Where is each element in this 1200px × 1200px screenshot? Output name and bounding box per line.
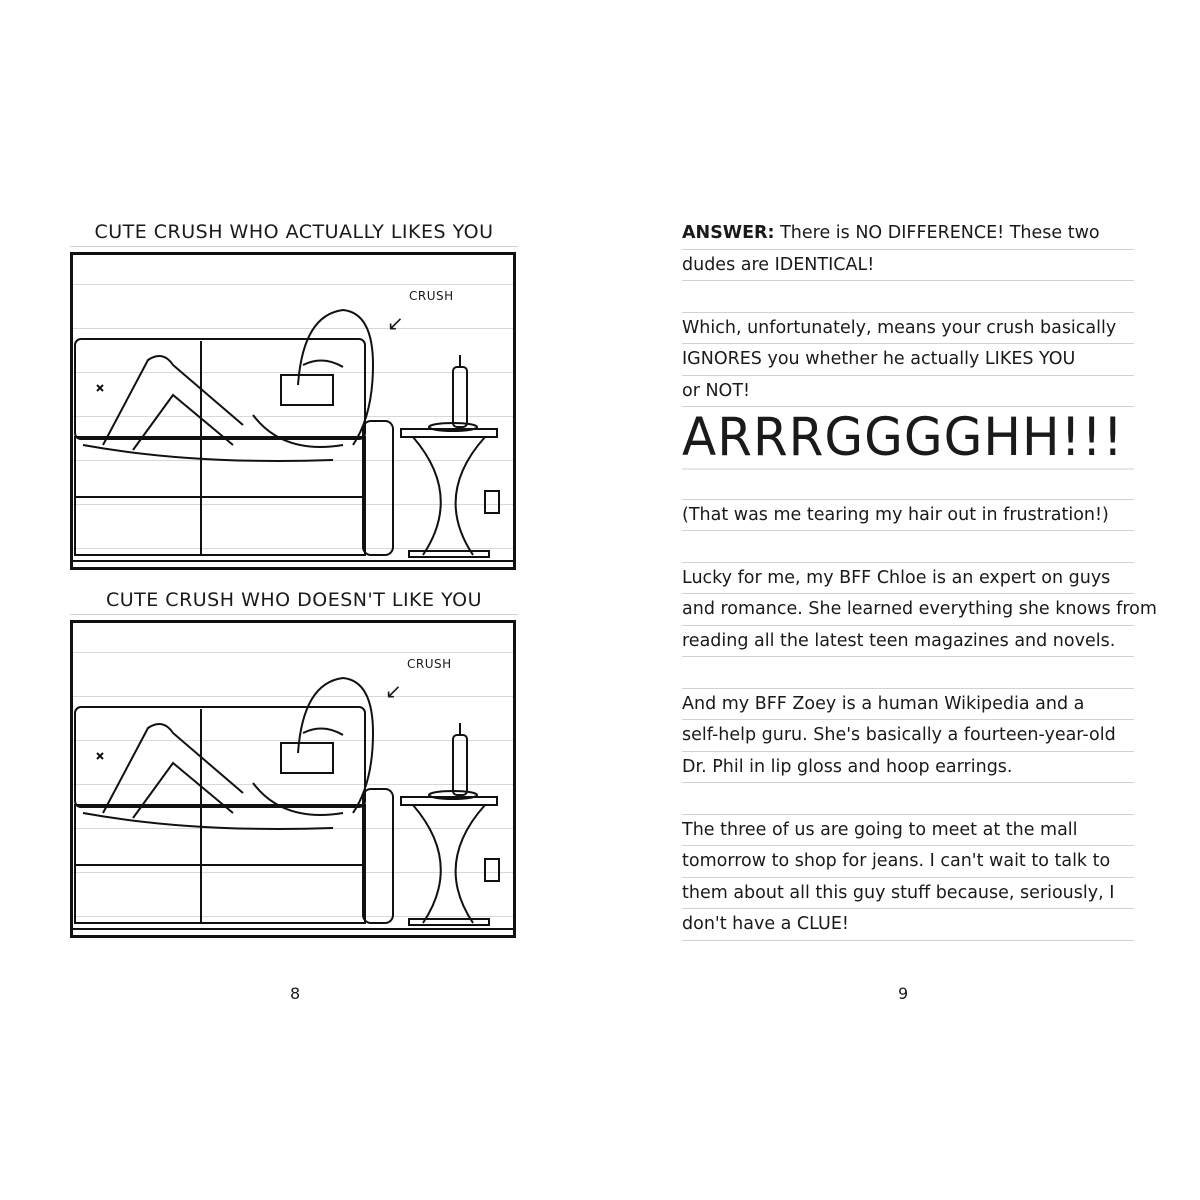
panel-2-illustration: [70, 620, 516, 938]
panel-1-illustration: [70, 252, 516, 570]
text-line: Dr. Phil in lip gloss and hoop earrings.: [682, 752, 1134, 784]
text-line: reading all the latest teen magazines and novels.: [682, 626, 1134, 658]
text-line: The three of us are going to meet at the mall: [682, 815, 1134, 847]
answer-label: ANSWER:: [682, 223, 775, 243]
page-number: 9: [898, 984, 909, 1003]
panel-2-caption: CUTE CRUSH WHO DOESN'T LIKE YOU: [70, 588, 518, 615]
text-line: tomorrow to shop for jeans. I can't wait to talk to: [682, 846, 1134, 878]
journal-text: [682, 218, 1157, 941]
crush-label: CRUSH: [409, 289, 454, 303]
arrow-icon: ↙: [385, 679, 403, 703]
text-line: And my BFF Zoey is a human Wikipedia and a: [682, 689, 1134, 721]
text-line: them about all this guy stuff because, seriously, I: [682, 878, 1134, 910]
text-line: and romance. She learned everything she knows from: [682, 594, 1134, 626]
text-line: Which, unfortunately, means your crush basically: [682, 313, 1134, 345]
blank-line: [682, 281, 1134, 313]
crush-label: CRUSH: [407, 657, 452, 671]
blank-line: [682, 468, 1134, 500]
panel-1-caption: CUTE CRUSH WHO ACTUALLY LIKES YOU: [70, 220, 518, 247]
blank-line: [682, 657, 1134, 689]
right-page: [600, 0, 1200, 1200]
shout-text: ARRRGGGGHH!!!: [682, 405, 1134, 469]
blank-line: [682, 783, 1134, 815]
text-line: IGNORES you whether he actually LIKES YOU: [682, 344, 1134, 376]
text-line: Lucky for me, my BFF Chloe is an expert on guys: [682, 563, 1134, 595]
blank-line: [682, 531, 1134, 563]
text-line: or NOT!: [682, 376, 1134, 408]
text-line: self-help guru. She's basically a fourteen-year-old: [682, 720, 1134, 752]
text-line: don't have a CLUE!: [682, 909, 1134, 941]
arrow-icon: ↙: [387, 311, 405, 335]
page-number: 8: [290, 984, 301, 1003]
text-line: ANSWER: There is NO DIFFERENCE! These two: [682, 218, 1134, 250]
text-line: dudes are IDENTICAL!: [682, 250, 1134, 282]
aside-text: (That was me tearing my hair out in frustration!): [682, 500, 1134, 532]
